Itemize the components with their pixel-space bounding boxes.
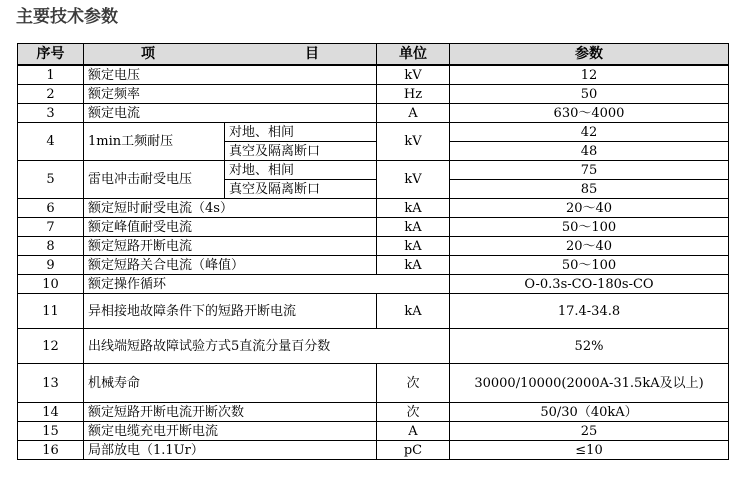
- table-row: [18, 329, 729, 364]
- row-unit: kV: [377, 161, 450, 199]
- header-item-b: 目: [305, 45, 319, 62]
- row-index: 1: [18, 65, 84, 85]
- table-row: [18, 256, 729, 275]
- table-row: [18, 237, 729, 256]
- row-index: 15: [18, 422, 84, 441]
- row-name: 雷电冲击耐受电压: [84, 161, 225, 199]
- table-header-row: [18, 44, 729, 66]
- row-value: 50～100: [450, 218, 729, 237]
- table-row: [18, 403, 729, 422]
- row-value: 17.4-34.8: [450, 294, 729, 329]
- row-name: 额定电缆充电开断电流: [84, 422, 377, 441]
- row-name: 额定频率: [84, 85, 377, 104]
- row-name: 机械寿命: [84, 364, 377, 403]
- row-unit: kA: [377, 199, 450, 218]
- header-index: 序号: [18, 44, 84, 66]
- row-index: 5: [18, 161, 84, 199]
- row-value: 75: [450, 161, 729, 180]
- row-name: 额定操作循环: [84, 275, 450, 294]
- row-unit: A: [377, 422, 450, 441]
- row-name: 额定电流: [84, 104, 377, 123]
- row-value: 85: [450, 180, 729, 199]
- row-value: 630～4000: [450, 104, 729, 123]
- row-name: 额定短时耐受电流（4s）: [84, 199, 377, 218]
- row-subitem: 真空及隔离断口: [225, 180, 377, 199]
- table-row: [18, 199, 729, 218]
- row-index: 16: [18, 441, 84, 460]
- row-value: ≤10: [450, 441, 729, 460]
- row-value: 50/30（40kA）: [450, 403, 729, 422]
- row-value: 42: [450, 123, 729, 142]
- header-item-a: 项: [141, 45, 155, 62]
- row-index: 3: [18, 104, 84, 123]
- table-row: [18, 294, 729, 329]
- row-unit: 次: [377, 403, 450, 422]
- row-index: 14: [18, 403, 84, 422]
- row-name: 出线端短路故障试验方式5直流分量百分数: [84, 329, 450, 364]
- row-name: 额定短路关合电流（峰值）: [84, 256, 377, 275]
- row-index: 7: [18, 218, 84, 237]
- table-row: [18, 161, 729, 180]
- row-name: 异相接地故障条件下的短路开断电流: [84, 294, 377, 329]
- row-value: 20～40: [450, 199, 729, 218]
- row-index: 13: [18, 364, 84, 403]
- row-unit: 次: [377, 364, 450, 403]
- row-index: 2: [18, 85, 84, 104]
- row-name: 额定电压: [84, 65, 377, 85]
- row-subitem: 真空及隔离断口: [225, 142, 377, 161]
- row-name: 额定短路开断电流: [84, 237, 377, 256]
- row-index: 6: [18, 199, 84, 218]
- row-name: 1min工频耐压: [84, 123, 225, 161]
- row-index: 12: [18, 329, 84, 364]
- table-row: [18, 275, 729, 294]
- row-unit: pC: [377, 441, 450, 460]
- row-value: 30000/10000(2000A-31.5kA及以上): [450, 364, 729, 403]
- row-value: O-0.3s-CO-180s-CO: [450, 275, 729, 294]
- row-name: 额定峰值耐受电流: [84, 218, 377, 237]
- row-value: 52%: [450, 329, 729, 364]
- header-item: [84, 44, 377, 66]
- page-title: 主要技术参数: [16, 7, 118, 27]
- row-unit: kA: [377, 218, 450, 237]
- row-unit: kV: [377, 65, 450, 85]
- header-params: 参数: [450, 44, 729, 66]
- row-unit: kA: [377, 294, 450, 329]
- table-row: [18, 65, 729, 85]
- row-index: 9: [18, 256, 84, 275]
- row-value: 48: [450, 142, 729, 161]
- row-subitem: 对地、相间: [225, 161, 377, 180]
- row-unit: kV: [377, 123, 450, 161]
- table-row: [18, 364, 729, 403]
- row-unit: kA: [377, 256, 450, 275]
- row-value: 20～40: [450, 237, 729, 256]
- row-name: 额定短路开断电流开断次数: [84, 403, 377, 422]
- row-unit: A: [377, 104, 450, 123]
- row-index: 10: [18, 275, 84, 294]
- table-row: [18, 123, 729, 142]
- row-value: 12: [450, 65, 729, 85]
- row-name: 局部放电（1.1Ur）: [84, 441, 377, 460]
- row-unit: kA: [377, 237, 450, 256]
- table-row: [18, 422, 729, 441]
- header-unit: 单位: [377, 44, 450, 66]
- row-index: 4: [18, 123, 84, 161]
- row-index: 8: [18, 237, 84, 256]
- row-value: 50: [450, 85, 729, 104]
- row-value: 50～100: [450, 256, 729, 275]
- row-unit: Hz: [377, 85, 450, 104]
- row-index: 11: [18, 294, 84, 329]
- table-row: [18, 104, 729, 123]
- table-row: [18, 85, 729, 104]
- row-value: 25: [450, 422, 729, 441]
- table-row: [18, 441, 729, 460]
- spec-table: [17, 43, 729, 460]
- row-subitem: 对地、相间: [225, 123, 377, 142]
- table-row: [18, 218, 729, 237]
